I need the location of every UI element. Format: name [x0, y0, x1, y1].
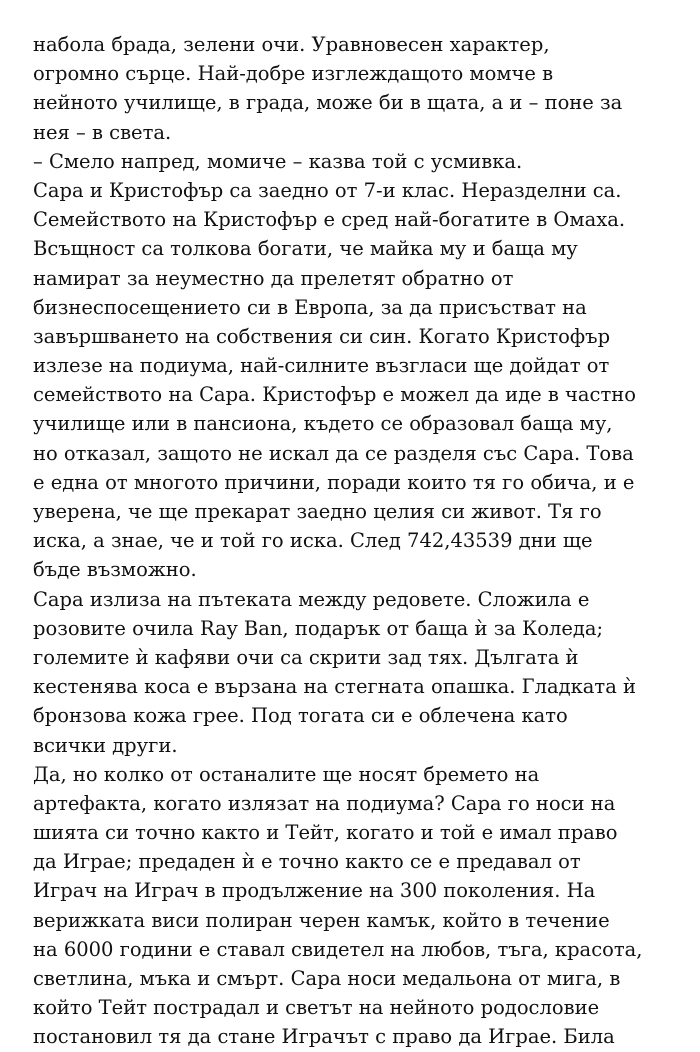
text-line: семейството на Сара. Кристофър е можел да иде в частно [33, 383, 636, 407]
text-line: излезе на подиума, най-силните възгласи ще дойдат от [33, 354, 610, 378]
text-line: нея – в света. [33, 120, 172, 144]
text-line: артефакта, когато излязат на подиума? Сара го носи на [33, 791, 616, 815]
text-line: Семейството на Кристофър е сред най-богатите в Омаха. [33, 208, 626, 232]
text-line: иска, а знае, че и той го иска. След 742,43539 дни ще [33, 529, 593, 553]
text-line: училище или в пансиона, където се образовал баща му, [33, 412, 613, 436]
text-line: да Играе; предаден ѝ е точно както се е предавал от [33, 850, 581, 874]
text-line: – Смело напред, момиче – казва той с усмивка. [33, 149, 523, 173]
text-line: набола брада, зелени очи. Уравновесен характер, [33, 33, 550, 56]
text-line: Сара и Кристофър са заедно от 7-и клас. Неразделни са. [33, 178, 622, 202]
text-line: всички други. [33, 733, 178, 757]
text-line: намират за неуместно да прелетят обратно от [33, 266, 514, 290]
text-line: постановил тя да стане Играчът с право да Играе. Била [33, 1025, 615, 1049]
text-line: верижката виси полиран черен камък, който в течение [33, 908, 610, 932]
text-line: Да, но колко от останалите ще носят бремето на [33, 762, 540, 786]
text-line: кестенява коса е вързана на стегната опашка. Гладката ѝ [33, 675, 637, 699]
text-line: бизнеспосещението си в Европа, за да присъстват на [33, 295, 587, 319]
text-line: големите ѝ кафяви очи са скрити зад тях. Дългата ѝ [33, 645, 579, 669]
text-line: завършването на собствения си син. Когато Кристофър [33, 324, 611, 348]
text-line: нейното училище, в града, може би в щата, а и – поне за [33, 91, 623, 115]
text-line: но отказал, защото не искал да се разделя със Сара. Това [33, 441, 634, 465]
text-line: огромно сърце. Най-добре изглеждащото момче в [33, 62, 554, 86]
text-line: на 6000 години е ставал свидетел на любов, тъга, красота, [33, 937, 643, 961]
text-line: Всъщност са толкова богати, че майка му и баща му [33, 237, 578, 261]
text-line: бъде възможно. [33, 558, 197, 582]
text-line: уверена, че ще прекарат заедно целия си живот. Тя го [33, 500, 602, 523]
text-line: Сара излиза на пътеката между редовете. Сложила е [33, 587, 590, 611]
text-line: розовите очила Ray Ban, подарък от баща ѝ за Коледа; [33, 616, 604, 640]
body-text [33, 30, 683, 1052]
text-line: шията си точно както и Тейт, когато и той е имал право [33, 821, 618, 845]
text-line: който Тейт пострадал и светът на нейното родословие [33, 996, 600, 1020]
text-line: Играч на Играч в продължение на 300 поколения. На [33, 879, 596, 903]
text-line: светлина, мъка и смърт. Сара носи медальона от мига, в [33, 967, 621, 990]
text-line: е една от многото причини, поради които тя го обича, и е [33, 470, 635, 494]
text-line: бронзова кожа грее. Под тогата си е облечена като [33, 704, 568, 728]
